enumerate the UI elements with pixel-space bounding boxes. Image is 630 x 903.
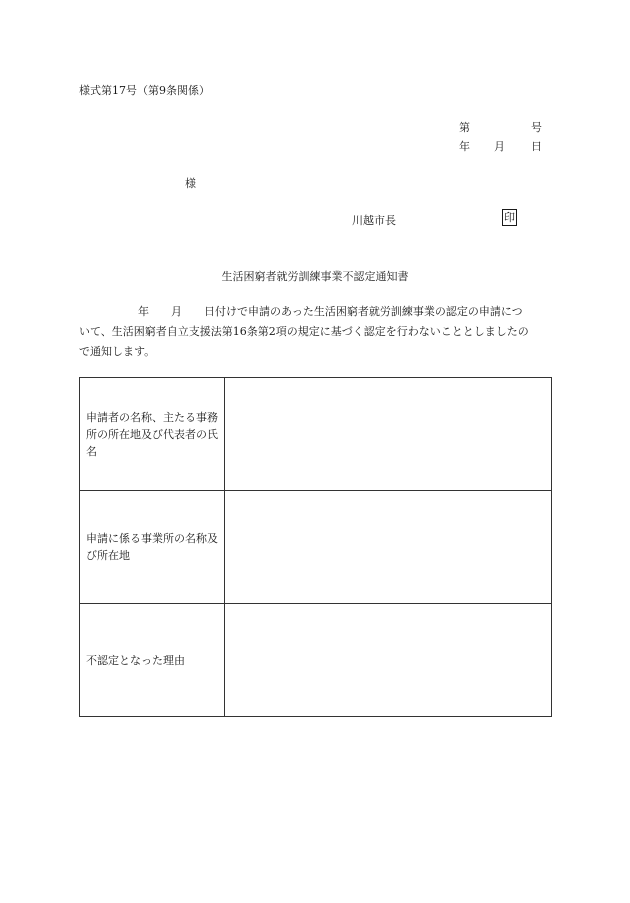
reason-value-cell (225, 604, 552, 717)
notice-body-line-1: 年 月 日付けで申請のあった生活困窮者就労訓練事業の認定の申請につ (138, 305, 523, 318)
table-row (80, 378, 552, 491)
notice-body-line-3: で通知します。 (79, 345, 156, 358)
date-day-label: 日 (531, 140, 542, 153)
notice-body (79, 302, 554, 362)
applicant-value-cell (225, 378, 552, 491)
office-label: 申請に係る事業所の名称及び所在地 (80, 491, 225, 604)
reason-label: 不認定となった理由 (80, 604, 225, 717)
table-row (80, 491, 552, 604)
office-value-cell (225, 491, 552, 604)
date-month-label: 月 (494, 140, 505, 153)
application-info-table (79, 377, 552, 717)
addressee-suffix: 様 (185, 177, 196, 190)
table-row (80, 604, 552, 717)
notice-body-line-2: いて、生活困窮者自立支援法第16条第2項の規定に基づく認定を行わないこととしましたの (79, 325, 529, 338)
applicant-label: 申請者の名称、主たる事務所の所在地及び代表者の氏名 (80, 378, 225, 491)
form-number: 様式第17号（第9条関係） (79, 84, 210, 97)
issuer-title: 川越市長 (352, 214, 396, 227)
seal-mark: 印 (504, 211, 515, 224)
number-dai-label: 第 (459, 121, 470, 134)
document-title: 生活困窮者就労訓練事業不認定通知書 (221, 270, 409, 283)
date-year-label: 年 (459, 140, 470, 153)
number-go-label: 号 (531, 121, 542, 134)
